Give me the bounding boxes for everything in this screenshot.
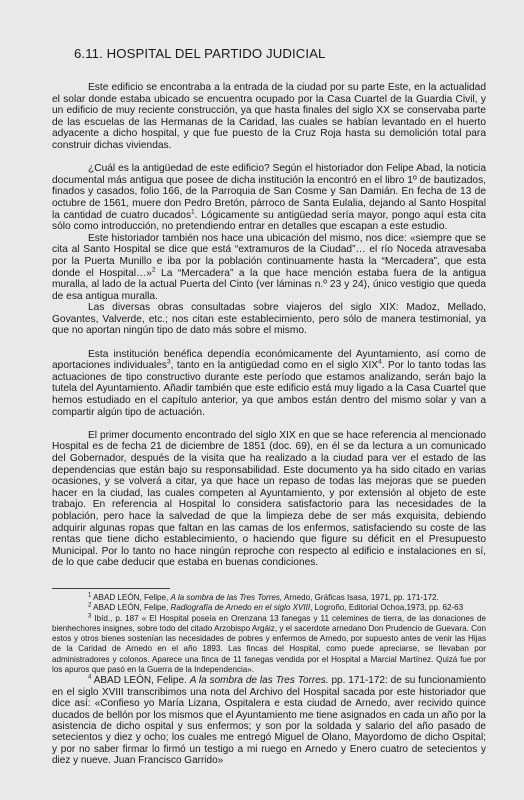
paragraph-2-text-a: ¿Cuál es la antigüedad de este edificio? Según el historiador don Felipe Abad, la noticia documental más antigua que posee de dicha institución la encontró en el libro 1º de bautizados, finados y casados, folio 166, de la Parroquia de San Cosme y San Damián. En fecha de 13 de octubre de 1561, muere don Pedro Bretón, párroco de Santa Eulalia, dejando al Santo Hospital la cantidad de cuatro ducados <box>52 163 486 221</box>
footnotes <box>52 593 486 767</box>
paragraph-3-text-a: Este historiador también nos hace una ubicación del mismo, nos dice: «siempre que se cita al Santo Hospital se dice que está “extramuros de la Ciudad”… el río Noceda atravesaba por la Puerta Munillo e iba por la población continuamente hasta la “Mercadera”, que esta donde el Hospital…» <box>52 232 486 279</box>
footnote-ref-3[interactable]: 3 <box>167 358 171 366</box>
paragraph-2 <box>52 163 486 233</box>
footnote-4 <box>52 675 486 766</box>
paragraph-2-text-b: . Lógicamente su antigüedad sería mayor, pongo aquí esta cita sólo como introducción, no pretendiendo entrar en detalles que escapan a este estudio. <box>52 209 486 233</box>
footnote-4-text-a: ABAD LEÓN, Felipe. <box>91 675 190 687</box>
footnote-ref-2[interactable]: 2 <box>151 266 156 274</box>
paragraph-5-text-a: Esta institución benéfica dependía económicamente del Ayuntamiento, así como de aportaciones individuales <box>52 348 486 372</box>
footnote-divider <box>52 588 170 589</box>
footnote-4-text-b: pp. 171-172: de su funcionamiento en el siglo XVIII transcribimos una nota del Archivo del Hospital sacada por este historiador que dice así: «Confieso yo María Lizana, Ospitalera e esta ciudad de Arnedo, aver recivido quince ducados de bellón por los mismos que el Ayuntamiento me tiene asignados en cada un año por la asistencia de dicho ospital y sus enfermos; y son por la soldada y salario del año pasado de setecientos y diez y ocho; los cuales me entregó Miguel de Olano, Mayordomo de dicho Ospital; y por no saber firmar lo firmó un testigo a mi ruego en Arnedo y Enero cuatro de setecientos y diez y nueve. Juan Francisco Garrido» <box>52 675 486 767</box>
footnote-4-title: A la sombra de las Tres Torres. <box>189 675 329 687</box>
paragraph-5 <box>52 349 486 419</box>
footnote-1-text-b: Arnedo, Gráficas Isasa, 1971, pp. 171-172. <box>282 593 439 602</box>
paragraph-3-text-b: La “Mercadera” a la que hace mención estaba fuera de la antigua muralla, al lado de la actual Puerta del Cinto (ver láminas n.º 23 y 24), único vestigio que queda de esa antigua muralla. <box>52 267 486 302</box>
footnote-1-text-a: ABAD LEÓN, Felipe, <box>91 593 171 602</box>
paragraph-5-text-b: , tanto en la antigüedad como en el siglo XIX <box>170 360 379 372</box>
footnote-ref-4[interactable]: 4 <box>378 358 382 366</box>
footnote-2 <box>52 603 486 613</box>
paragraph-4: Las diversas obras consultadas sobre viajeros del siglo XIX: Madoz, Mellado, Govantes, Valverde, etc.; nos citan este establecimiento, pero sólo de manera testimonial, ya que no aportan ningún tipo de dato más sobre el mismo. <box>52 302 486 337</box>
body-text <box>52 82 486 569</box>
footnote-3-number: 3 <box>88 612 92 619</box>
paragraph-5-text-c: . Por lo tanto todas las actuaciones de tipo constructivo durante este período que estamos analizando, serán bajo la tutela del Ayuntamiento. Añadir también que este edificio está muy ligado a la Casa Cuartel que hemos estudiado en el capítulo anterior, ya que ambos están dentro del mismo solar y van a compartir algún tipo de actuación. <box>52 360 486 418</box>
footnote-1-number: 1 <box>88 592 92 599</box>
paragraph-3 <box>52 233 486 303</box>
footnote-1-title: A la sombra de las Tres Torres, <box>170 593 283 602</box>
footnote-2-number: 2 <box>88 602 92 609</box>
section-title: 6.11. HOSPITAL DEL PARTIDO JUDICIAL <box>74 46 326 61</box>
footnote-2-text-a: ABAD LEÓN, Felipe, <box>91 603 171 613</box>
footnote-3 <box>52 614 486 676</box>
footnote-2-title: Radiografía de Arnedo en el siglo XVIII <box>170 603 311 613</box>
footnote-1 <box>52 593 486 603</box>
footnote-3-text: Ibíd., p. 187 « El Hospital poseía en Orenzana 13 fanegas y 11 celemines de tierra, de las donaciones de bienhechores insignes, sobre todo del citado Arzobispo Argáiz, y el sacerdote arnedano Don Prudencio de Guevara. Con estos y otros bienes sostenían las necesidades de pobres y enfermos de Arnedo, por supuesto antes de venir las Hijas de la Caridad de Arnedo en el año 1893. Las fincas del Hospital, como puede apreciarse, se llevaban por administradores y colonos. Aparece una finca de 11 fanegas vendida por el Hospital a Marcial Martínez. Quizá fue por los apuros que pasó en la Guerra de la Independencia». <box>52 613 486 675</box>
footnote-4-number: 4 <box>88 675 92 682</box>
footnote-2-text-b: , Logroño, Editorial Ochoa,1973, pp. 62-63 <box>310 603 464 613</box>
paragraph-6: El primer documento encontrado del siglo XIX en que se hace referencia al mencionado Hospital es de fecha 21 de diciembre de 1851 (doc. 69), en él se da lectura a un comunicado del Gobernador, después de la visita que ha realizado a la ciudad para ver el estado de las dependencias que están bajo su responsabilidad. Este documento ya ha sido citado en varias ocasiones, y se volverá a citar, ya que hace un repaso de todas las mejoras que se pueden hacer en la ciudad, las cuales competen al Ayuntamiento, y por extensión al objeto de este trabajo. En referencia al Hospital lo considera satisfactorio para las necesidades de la población, pero hace la salvedad de que la limpieza debe de ser más exquisita, debiendo adquirir algunas ropas que faltan en las camas de los enfermos, satisfaciendo su coste de las rentas que tiene dicho establecimiento, o haciendo que figure su déficit en el Presupuesto Municipal. Por lo tanto no hace ningún reproche con respecto al edificio e instalaciones en sí, de lo que cabe deducir que estaba en buenas condiciones. <box>52 429 486 569</box>
paragraph-1: Este edificio se encontraba a la entrada de la ciudad por su parte Este, en la actualidad el solar donde estaba ubicado se encuentra ocupado por la Casa Cuartel de la Guardia Civil, y un edificio de muy reciente construcción, ya que hasta finales del siglo XX se conservaba parte de las escuelas de las Hermanas de la Caridad, las cuales se habían levantado en el huerto adyacente a dicho hospital, y que fue puesto de la Cruz Roja hasta su demolición total para construir dichas viviendas. <box>52 82 486 151</box>
footnote-ref-1[interactable]: 1 <box>191 208 195 216</box>
